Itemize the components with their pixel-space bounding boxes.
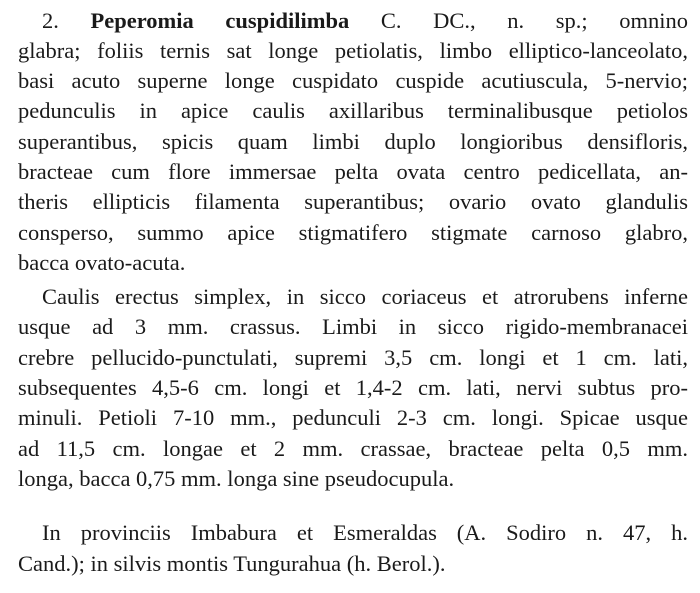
description-line: minuli. Petioli 7-10 mm., pedunculi 2-3 cm. longi. Spicae usque bbox=[18, 405, 688, 430]
diagnosis-line: theris ellipticis filamenta superantibus; ovario ovato glandulis bbox=[18, 189, 688, 214]
species-number: 2. bbox=[42, 8, 59, 33]
diagnosis-line: bracteae cum flore immersae pelta ovata centro pedicellata, an- bbox=[18, 159, 688, 184]
species-name: Peperomia cuspidilimba bbox=[90, 8, 350, 33]
diagnosis-first-line bbox=[42, 6, 688, 36]
diagnosis-line: bacca ovato-acuta. bbox=[18, 250, 186, 275]
species-author: C. DC., n. sp.; omnino bbox=[380, 8, 688, 33]
distribution-line: In provinciis Imbabura et Esmeraldas (A. Sodiro n. 47, h. bbox=[42, 520, 688, 545]
description-line: ad 11,5 cm. longae et 2 mm. crassae, bracteae pelta 0,5 mm. bbox=[18, 436, 688, 461]
distribution-line: Cand.); in silvis montis Tungurahua (h. Berol.). bbox=[18, 551, 446, 576]
description-line: subsequentes 4,5-6 cm. longi et 1,4-2 cm. lati, nervi subtus pro- bbox=[18, 375, 688, 400]
diagnosis-line: glabra; foliis ternis sat longe petiolatis, limbo elliptico-lanceolato, bbox=[18, 38, 688, 63]
diagnosis-line: consperso, summo apice stigmatifero stigmate carnoso glabro, bbox=[18, 220, 688, 245]
diagnosis-line: pedunculis in apice caulis axillaribus terminalibusque petiolos bbox=[18, 98, 688, 123]
description-line: longa, bacca 0,75 mm. longa sine pseudocupula. bbox=[18, 466, 455, 491]
description-line: crebre pellucido-punctulati, supremi 3,5 cm. longi et 1 cm. lati, bbox=[18, 345, 688, 370]
diagnosis-line: superantibus, spicis quam limbi duplo longioribus densifloris, bbox=[18, 129, 688, 154]
diagnosis-line: basi acuto superne longe cuspidato cuspide acutiuscula, 5-nervio; bbox=[18, 68, 688, 93]
description-line: Caulis erectus simplex, in sicco coriaceus et atrorubens inferne bbox=[42, 284, 688, 309]
description-line: usque ad 3 mm. crassus. Limbi in sicco rigido-membranacei bbox=[18, 314, 688, 339]
